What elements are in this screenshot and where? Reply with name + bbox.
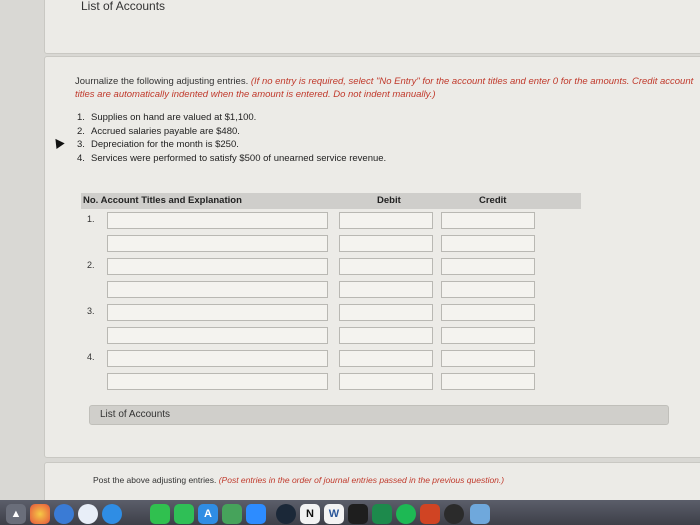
pdf-icon[interactable] [444, 504, 464, 524]
entries-list [77, 111, 386, 165]
row-number: 4. [87, 352, 95, 362]
table-row [81, 232, 581, 255]
row-number: 1. [87, 214, 95, 224]
debit-input[interactable] [339, 258, 433, 275]
table-row [81, 301, 581, 324]
photos-icon[interactable] [30, 504, 50, 524]
terminal-icon[interactable] [348, 504, 368, 524]
credit-input[interactable] [441, 350, 535, 367]
row-number: 3. [87, 306, 95, 316]
journal-question-card [44, 56, 700, 458]
table-row [81, 209, 581, 232]
account-title-input[interactable] [107, 258, 328, 275]
row-number: 2. [87, 260, 95, 270]
chrome-icon[interactable] [54, 504, 74, 524]
debit-input[interactable] [339, 327, 433, 344]
journal-table-header [81, 193, 581, 209]
safari-icon[interactable] [78, 504, 98, 524]
list-of-accounts-header-card [44, 0, 700, 54]
notes-icon[interactable]: N [300, 504, 320, 524]
credit-input[interactable] [441, 327, 535, 344]
messages-icon[interactable] [102, 504, 122, 524]
debit-input[interactable] [339, 350, 433, 367]
dock [0, 500, 700, 525]
credit-input[interactable] [441, 281, 535, 298]
credit-input[interactable] [441, 258, 535, 275]
instructions-note: (If no entry is required, select "No Entry" for the account titles and enter 0 for the amounts. Credit account titles are automatically indented when the amount is entered. Do not indent manually.) [75, 76, 694, 100]
account-title-input[interactable] [107, 235, 328, 252]
list-of-accounts-title[interactable]: List of Accounts [81, 0, 166, 13]
credit-input[interactable] [441, 235, 535, 252]
header-debit: Debit [377, 195, 401, 206]
debit-input[interactable] [339, 281, 433, 298]
powerpoint-icon[interactable] [420, 504, 440, 524]
finder-icon[interactable] [470, 504, 490, 524]
steam-icon[interactable] [276, 504, 296, 524]
stocks-icon[interactable] [372, 504, 392, 524]
list-item: 3. Depreciation for the month is $250. [77, 139, 239, 150]
spotify-icon[interactable] [396, 504, 416, 524]
word-icon[interactable]: W [324, 504, 344, 524]
zoom-icon[interactable] [246, 504, 266, 524]
maps-icon[interactable] [222, 504, 242, 524]
facetime-icon[interactable] [174, 504, 194, 524]
post-question-card [44, 462, 700, 504]
whatsapp-icon[interactable] [150, 504, 170, 524]
account-title-input[interactable] [107, 304, 328, 321]
header-account-titles: No. Account Titles and Explanation [83, 195, 242, 206]
post-main: Post the above adjusting entries. [93, 475, 217, 485]
table-row [81, 255, 581, 278]
list-item: 2. Accrued salaries payable are $480. [77, 125, 240, 137]
table-row [81, 347, 581, 370]
credit-input[interactable] [441, 304, 535, 321]
mouse-pointer-icon [51, 136, 64, 149]
list-of-accounts-button[interactable]: List of Accounts [89, 405, 669, 425]
debit-input[interactable] [339, 373, 433, 390]
list-item: 4. Services were performed to satisfy $500 of unearned service revenue. [77, 152, 387, 164]
debit-input[interactable] [339, 304, 433, 321]
table-row [81, 370, 581, 393]
account-title-input[interactable] [107, 373, 328, 390]
account-title-input[interactable] [107, 281, 328, 298]
table-row [81, 278, 581, 301]
instructions [75, 75, 695, 101]
app-store-icon[interactable]: A [198, 504, 218, 524]
debit-input[interactable] [339, 235, 433, 252]
account-title-input[interactable] [107, 350, 328, 367]
rocket-icon[interactable]: ▲ [6, 504, 26, 524]
debit-input[interactable] [339, 212, 433, 229]
journal-table [81, 193, 581, 393]
post-instructions [93, 475, 504, 485]
instructions-main: Journalize the following adjusting entries. [75, 76, 249, 87]
account-title-input[interactable] [107, 212, 328, 229]
table-row [81, 324, 581, 347]
credit-input[interactable] [441, 373, 535, 390]
header-credit: Credit [479, 195, 507, 206]
post-note: (Post entries in the order of journal entries passed in the previous question.) [218, 475, 505, 485]
credit-input[interactable] [441, 212, 535, 229]
account-title-input[interactable] [107, 327, 328, 344]
list-item: 1. Supplies on hand are valued at $1,100. [77, 112, 257, 123]
